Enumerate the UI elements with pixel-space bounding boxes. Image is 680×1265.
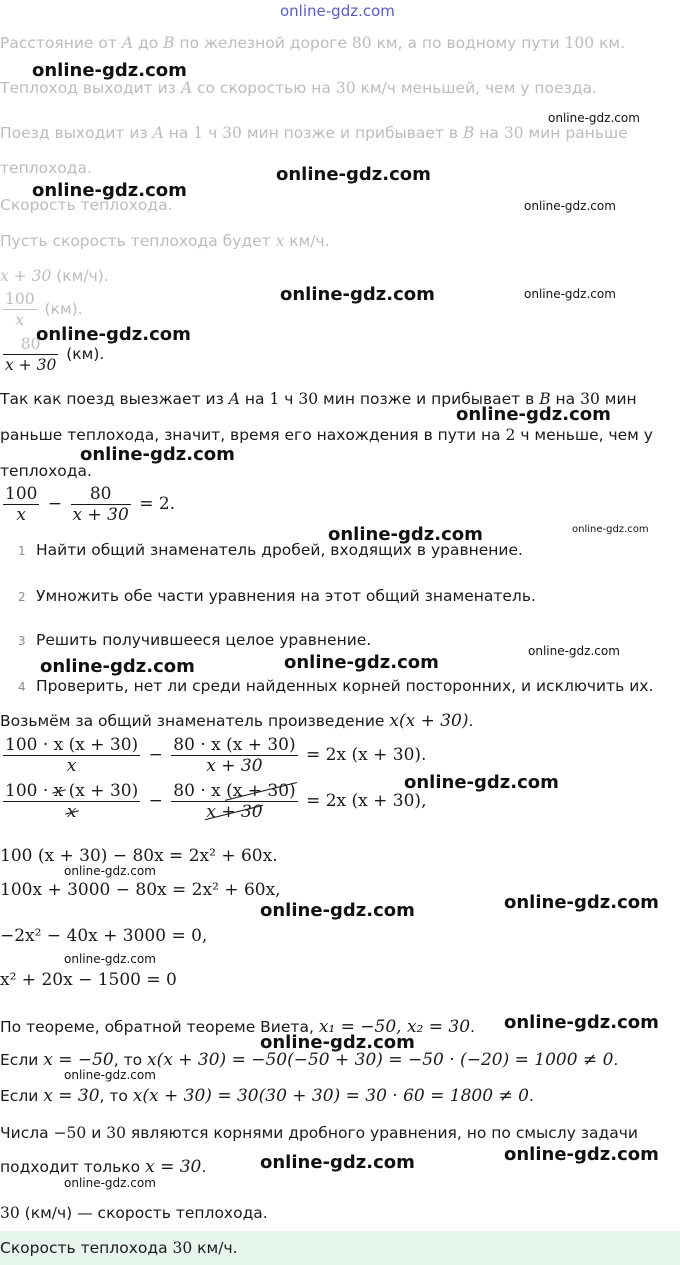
valid-root: подходит только x = 30.	[0, 1157, 207, 1177]
equation-step-2: 100x + 3000 − 80x = 2x² + 60x,	[0, 880, 281, 900]
watermark: online-gdz.com	[504, 1144, 659, 1165]
setup-let: Пусть скорость теплохода будет x км/ч.	[0, 232, 330, 250]
watermark: online-gdz.com	[260, 1032, 415, 1053]
watermark: online-gdz.com	[276, 164, 431, 185]
step-2: 2 Умножить обе части уравнения на этот общий знаменатель.	[18, 587, 536, 605]
watermark: online-gdz.com	[524, 287, 616, 301]
answer-box: Скорость теплохода 30 км/ч.	[0, 1231, 680, 1265]
setup-train-speed: x + 30 (км/ч).	[0, 267, 109, 285]
watermark: online-gdz.com	[32, 180, 187, 201]
step-4: 4 Проверить, нет ли среди найденных корней посторонних, и исключить их.	[18, 677, 654, 695]
watermark: online-gdz.com	[524, 199, 616, 213]
result-line: 30 (км/ч) — скорость теплохода.	[0, 1204, 268, 1222]
problem-line-1: Расстояние от A до B по железной дороге 80 км, а по водному пути 100 км.	[0, 34, 626, 52]
setup-ship-time: $\frac{100}{x}$ (км).	[5, 290, 83, 329]
watermark: online-gdz.com	[280, 284, 435, 305]
watermark-top: online-gdz.com	[280, 2, 395, 20]
watermark: online-gdz.com	[572, 524, 649, 535]
setup-train-time: $\frac{80}{x + 30}$ (км).	[5, 335, 105, 374]
watermark: online-gdz.com	[504, 892, 659, 913]
common-denominator: Возьмём за общий знаменатель произведение x(x + 30).	[0, 711, 474, 731]
watermark: online-gdz.com	[32, 60, 187, 81]
check-root-1: Если x = −50, то x(x + 30) = −50(−50 + 30) = −50 · (−20) = 1000 ≠ 0.	[0, 1050, 619, 1070]
problem-line-4: теплохода.	[0, 159, 92, 177]
quadratic-equation: x² + 20x − 1500 = 0	[0, 970, 177, 990]
step-1: 1 Найти общий знаменатель дробей, входящих в уравнение.	[18, 541, 523, 559]
problem-question: Скорость теплохода.	[0, 196, 173, 214]
watermark: online-gdz.com	[36, 324, 191, 345]
watermark: online-gdz.com	[548, 111, 640, 125]
multiplied-equation: $\frac{100 \cdot x (x + 30)}{x}$ − $\frac{80 \cdot x (x + 30)}{x + 30}$ = 2x (x + 30).	[5, 735, 427, 776]
watermark: online-gdz.com	[504, 1012, 659, 1033]
equation-step-1: 100 (x + 30) − 80x = 2x² + 60x.	[0, 846, 278, 866]
reasoning-line-2: раньше теплохода, значит, время его нахождения в пути на 2 ч меньше, чем у	[0, 426, 653, 444]
watermark: online-gdz.com	[260, 900, 415, 921]
reasoning-line-3: теплохода.	[0, 462, 92, 480]
vieta-roots: По теореме, обратной теореме Виета, x₁ = −50, x₂ = 30.	[0, 1017, 475, 1037]
watermark: online-gdz.com	[64, 864, 156, 878]
problem-line-3: Поезд выходит из A на 1 ч 30 мин позже и прибывает в B на 30 мин раньше	[0, 124, 628, 142]
watermark: online-gdz.com	[64, 1068, 156, 1082]
check-root-2: Если x = 30, то x(x + 30) = 30(30 + 30) = 30 · 60 = 1800 ≠ 0.	[0, 1086, 534, 1106]
problem-line-2: Теплоход выходит из A со скоростью на 30 км/ч меньшей, чем у поезда.	[0, 79, 597, 97]
watermark: online-gdz.com	[456, 404, 611, 425]
roots-statement: Числа −50 и 30 являются корнями дробного уравнения, но по смыслу задачи	[0, 1124, 638, 1142]
watermark: online-gdz.com	[64, 1176, 156, 1190]
reasoning-line-1: Так как поезд выезжает из A на 1 ч 30 мин позже и прибывает в B на 30 мин	[0, 390, 637, 408]
watermark: online-gdz.com	[40, 656, 195, 677]
equation-step-3: −2x² − 40x + 3000 = 0,	[0, 926, 208, 946]
watermark: online-gdz.com	[328, 524, 483, 545]
step-3: 3 Решить получившееся целое уравнение.	[18, 631, 372, 649]
watermark: online-gdz.com	[260, 1152, 415, 1173]
watermark: online-gdz.com	[404, 772, 559, 793]
watermark: online-gdz.com	[284, 652, 439, 673]
watermark: online-gdz.com	[528, 644, 620, 658]
watermark: online-gdz.com	[80, 444, 235, 465]
main-equation: $\frac{100}{x}$ − $\frac{80}{x + 30}$ = 2.	[5, 484, 176, 525]
cancelled-equation: $\frac{100 \cdot x (x + 30)}{x}$ − $\frac{80 \cdot x (x + 30)}{x + 30}$ = 2x (x + 30),	[5, 781, 427, 822]
watermark: online-gdz.com	[64, 952, 156, 966]
